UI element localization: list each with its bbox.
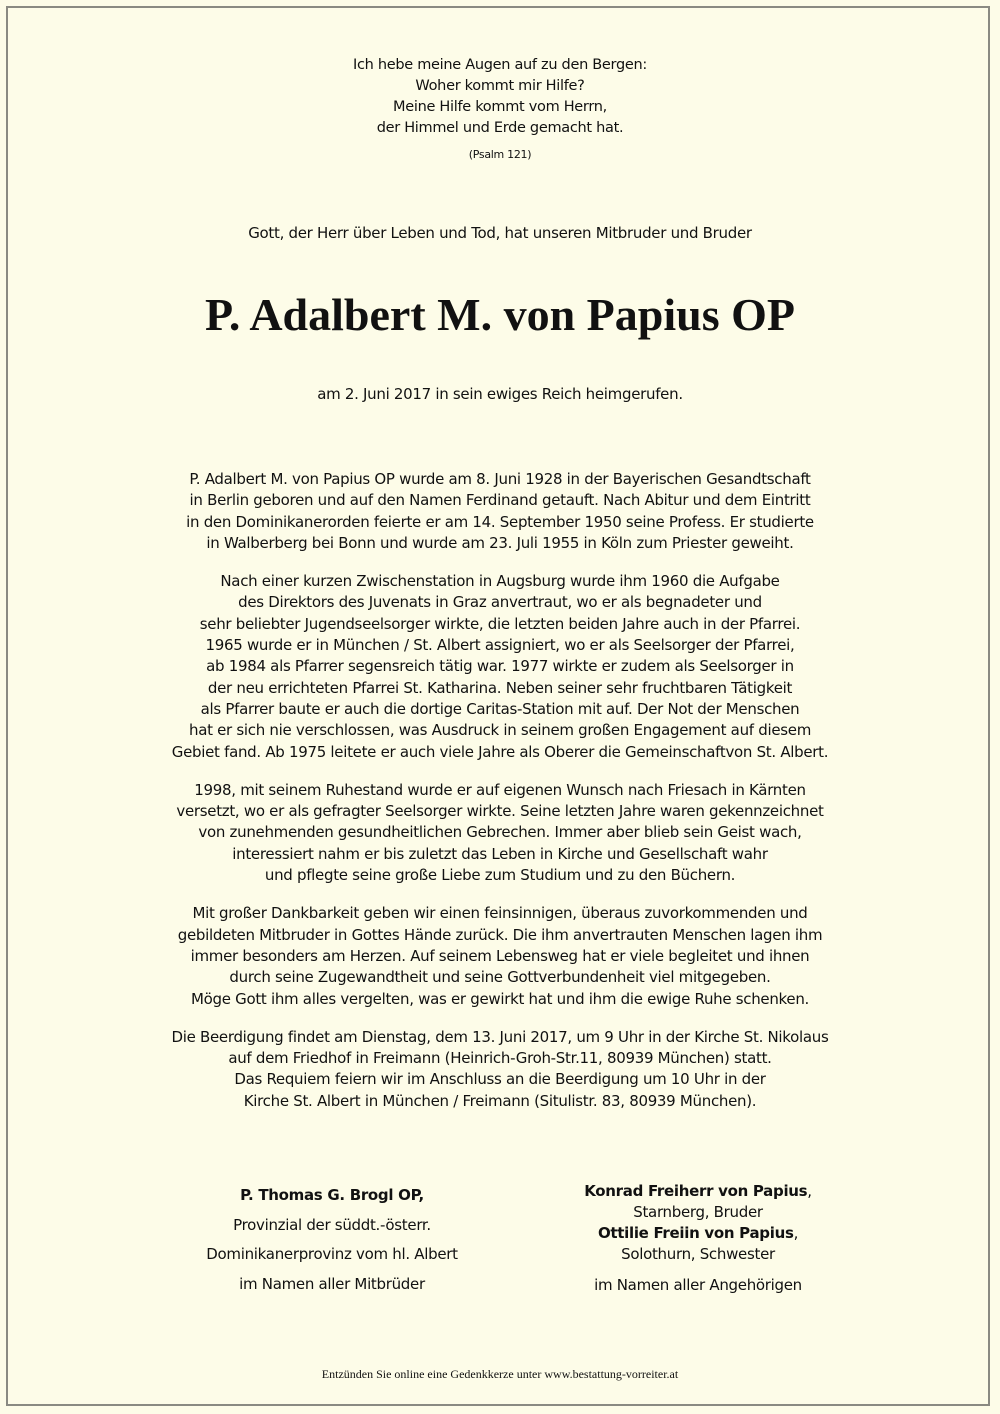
text-line: Kirche St. Albert in München / Freimann (Situlistr. 83, 80939 München). xyxy=(243,1091,757,1110)
text-line: versetzt, wo er als gefragter Seelsorger wirkte. Seine letzten Jahre waren gekennzeichnet xyxy=(176,802,824,821)
psalm-line: Ich hebe meine Augen auf zu den Bergen: xyxy=(353,57,647,73)
text-line: ab 1984 als Pfarrer segensreich tätig war. 1977 wirkte er zudem als Seelsorger in xyxy=(206,657,794,676)
signer-line: Ottilie Freiin von Papius, xyxy=(597,1224,799,1242)
text-line: in Berlin geboren und auf den Namen Ferdinand getauft. Nach Abitur und dem Eintritt xyxy=(189,491,811,510)
psalm-line: der Himmel und Erde gemacht hat. xyxy=(376,120,624,136)
death-date-line: am 2. Juni 2017 in sein ewiges Reich heimgerufen. xyxy=(317,385,683,403)
signer-title: Provinzial der süddt.-österr. xyxy=(233,1215,431,1234)
signer-title: Dominikanerprovinz vom hl. Albert xyxy=(206,1245,458,1263)
text-line: immer besonders am Herzen. Auf seinem Lebensweg hat er viele begleitet und ihnen xyxy=(190,946,810,965)
text-line: interessiert nahm er bis zuletzt das Leben in Kirche und Gesellschaft wahr xyxy=(232,844,768,863)
text-line: als Pfarrer baute er auch die dortige Caritas-Station mit auf. Der Not der Menschen xyxy=(200,699,800,718)
intro-line: Gott, der Herr über Leben und Tod, hat unseren Mitbruder und Bruder xyxy=(248,224,752,242)
paragraph-funeral xyxy=(0,1027,1000,1112)
signer-note: im Namen aller Angehörigen xyxy=(594,1276,802,1294)
text-line: hat er sich nie verschlossen, was Ausdruck in seinem großen Engagement auf diesem xyxy=(188,721,812,740)
signature-provincial xyxy=(144,1181,520,1299)
psalm-reference: (Psalm 121) xyxy=(468,148,532,161)
text-line: in den Dominikanerorden feierte er am 14. September 1950 seine Profess. Er studierte xyxy=(186,512,814,531)
obituary-text xyxy=(0,469,1000,1129)
text-line: auf dem Friedhof in Freimann (Heinrich-Groh-Str.11, 80939 München) statt. xyxy=(228,1049,772,1068)
text-line: Gebiet fand. Ab 1975 leitete er auch viele Jahre als Oberer die Gemeinschaftvon St. Albert. xyxy=(171,742,829,761)
signer-note: im Namen aller Mitbrüder xyxy=(239,1274,425,1293)
paragraph-ministry xyxy=(0,571,1000,763)
paragraph-gratitude xyxy=(0,903,1000,1009)
psalm-quote xyxy=(0,55,1000,165)
text-line: und pflegte seine große Liebe zum Studium und zu den Büchern. xyxy=(264,866,736,885)
text-line: des Direktors des Juvenats in Graz anvertraut, wo er als begnadeter und xyxy=(238,593,762,612)
text-line: Mit großer Dankbarkeit geben wir einen feinsinnigen, überaus zuvorkommenden und xyxy=(192,904,808,923)
text-line: gebildeten Mitbruder in Gottes Hände zurück. Die ihm anvertrauten Menschen lagen ihm xyxy=(177,925,823,944)
signer-name: Konrad Freiherr von Papius xyxy=(584,1182,808,1200)
signer-place: Solothurn, Schwester xyxy=(621,1245,775,1263)
deceased-name: P. Adalbert M. von Papius OP xyxy=(205,289,795,340)
text-line: sehr beliebter Jugendseelsorger wirkte, die letzten beiden Jahre auch in der Pfarrei. xyxy=(199,614,801,633)
psalm-line: Woher kommt mir Hilfe? xyxy=(415,78,585,94)
signature-family xyxy=(510,1181,886,1296)
text-line: der neu errichteten Pfarrei St. Katharina. Neben seiner sehr fruchtbaren Tätigkeit xyxy=(207,678,793,697)
footer-candle-link: Entzünden Sie online eine Gedenkkerze unter www.bestattung-vorreiter.at xyxy=(321,1367,679,1381)
text-line: Das Requiem feiern wir im Anschluss an die Beerdigung um 10 Uhr in der xyxy=(234,1070,766,1089)
psalm-line: Meine Hilfe kommt vom Herrn, xyxy=(393,99,607,115)
text-line: durch seine Zugewandtheit und seine Gottverbundenheit viel mitgegeben. xyxy=(229,968,771,987)
text-line: 1965 wurde er in München / St. Albert assigniert, wo er als Seelsorger der Pfarrei, xyxy=(205,636,795,655)
signer-line: Konrad Freiherr von Papius, xyxy=(584,1182,812,1200)
text-line: in Walberberg bei Bonn und wurde am 23. Juli 1955 in Köln zum Priester geweiht. xyxy=(206,533,794,552)
text-line: Möge Gott ihm alles vergelten, was er gewirkt hat und ihm die ewige Ruhe schenken. xyxy=(190,989,810,1008)
text-line: 1998, mit seinem Ruhestand wurde er auf eigenen Wunsch nach Friesach in Kärnten xyxy=(194,780,806,799)
text-line: Die Beerdigung findet am Dienstag, dem 13. Juni 2017, um 9 Uhr in der Kirche St. Nikolaus xyxy=(171,1027,829,1046)
text-line: P. Adalbert M. von Papius OP wurde am 8. Juni 1928 in der Bayerischen Gesandtschaft xyxy=(189,470,811,488)
signer-name: Ottilie Freiin von Papius xyxy=(597,1224,794,1242)
paragraph-retirement xyxy=(0,780,1000,886)
text-line: Nach einer kurzen Zwischenstation in Augsburg wurde ihm 1960 die Aufgabe xyxy=(220,572,780,591)
paragraph-biography xyxy=(0,469,1000,554)
text-line: von zunehmenden gesundheitlichen Gebrechen. Immer aber blieb sein Geist wach, xyxy=(198,823,802,842)
signer-name: P. Thomas G. Brogl OP, xyxy=(240,1186,424,1204)
signer-place: Starnberg, Bruder xyxy=(633,1203,763,1221)
